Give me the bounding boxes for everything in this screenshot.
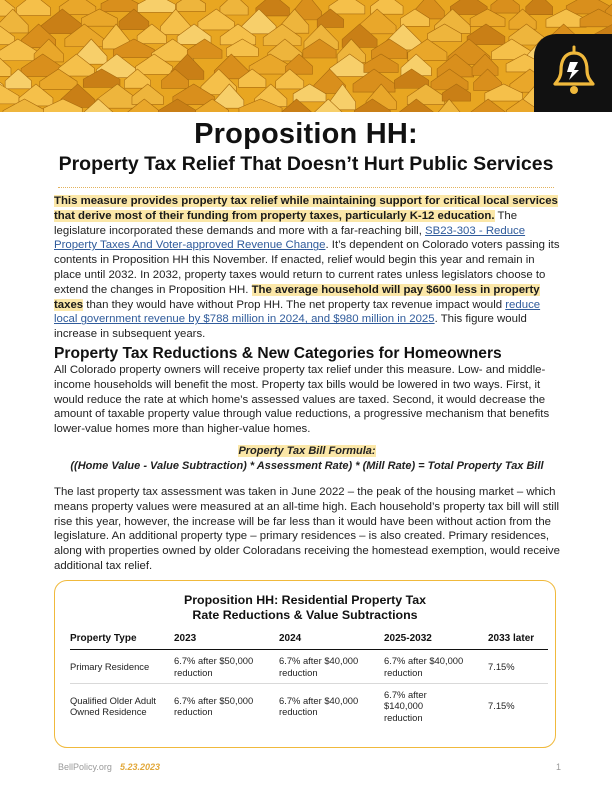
intro-text-3: than they would have without Prop HH. The net property tax revenue impact would [83,298,506,311]
table-cell: 6.7% after $40,000 reduction [279,694,359,717]
page-title: Proposition HH: [194,118,418,150]
table-row [70,650,548,684]
sb23-303-link[interactable]: SB23-303 - Reduce Property Taxes And Voter-approved Revenue Change [54,224,526,252]
intro-text-2: . It’s dependent on Colorado voters passing its contents in Proposition HH this November. If enacted, relief would begin this year and remain in place until 2032. In 2032, property taxes would return to current rates unless legislators choose to extend the changes in Proposition HH. [54,239,560,296]
intro-paragraph [54,194,560,342]
footer-date: 5.23.2023 [120,762,161,772]
footer-site-link[interactable]: BellPolicy.org [58,762,112,772]
formula-label: Property Tax Bill Formula: [238,445,376,457]
table-cell: 6.7% after $140,000 reduction [384,688,427,723]
table-cell: 6.7% after $50,000 reduction [174,694,254,717]
column-header: 2023 [174,630,279,650]
formula-expression: ((Home Value - Value Subtraction) * Assessment Rate) * (Mill Rate) = Total Property Tax Bill [70,460,544,472]
column-header: 2033 later [488,630,548,650]
table-cell: 6.7% after $50,000 reduction [174,650,279,684]
tax-formula [54,444,560,474]
bell-icon [552,44,596,98]
header-banner-image [0,0,612,112]
table-title-line2: Rate Reductions & Value Subtractions [192,608,418,622]
table-cell: 7.15% [488,650,548,684]
table-cell: Qualified Older Adult Owned Residence [70,694,156,717]
page-number: 1 [556,762,562,772]
rates-table-card [54,580,556,748]
table-title [55,593,555,623]
rates-table [70,630,548,728]
rooftop-shape [491,0,519,13]
table-header-row [70,630,548,650]
assessment-paragraph: The last property tax assessment was taken in June 2022 – the peak of the housing market – which means property values were measured at an all-time high. Each household’s property tax bill will still rise this year, however, the increase will be far less than it would have been without action from the legislature. An additional property type – primary residences – is also created. Primary residences, along with properties owned by older Coloradans receiving the homestead exemption, would receive additional tax relief. [54,486,560,572]
column-header: 2024 [279,630,384,650]
reductions-paragraph: All Colorado property owners will receive property tax relief under this measure. Low- and middle-income households will benefit the most. Property tax bills would be lowered in two ways. First, it would reduce the rate at which home’s assessed values are taxed. Second, it would decrease the amount of taxable property value through value reductions, a progressive mechanism that benefits lower-value homes more than higher-value homes. [54,364,550,436]
intro-highlight-1: This measure provides property tax relief while maintaining support for critical local services that derive most of their funding from property taxes, particularly K-12 education. [54,195,558,222]
table-cell: 7.15% [488,700,515,712]
rooftop-shape [526,0,553,15]
title-divider [58,187,554,188]
table-cell: 6.7% after $40,000 reduction [384,650,488,684]
intro-text-1: The legislature incorporated these demands and more with a far-reaching bill, [54,209,518,237]
rooftop-shape [220,0,248,15]
table-title-line1: Proposition HH: Residential Property Tax [183,593,427,607]
table-row [70,684,548,729]
section-heading-reductions: Property Tax Reductions & New Categories for Homeowners [54,345,502,362]
logo-badge [534,34,612,112]
revenue-impact-link[interactable]: reduce local government revenue by $788 million in 2024, and $980 million in 2025 [54,298,541,326]
rooftop-shape [16,0,50,16]
rooftop-shape [137,0,175,12]
rooftops-illustration [0,0,612,112]
intro-highlight-2: The average household will pay $600 less in property taxes [54,283,540,311]
page-subtitle: Property Tax Relief That Doesn’t Hurt Public Services [58,153,554,175]
column-header: 2025-2032 [384,630,488,650]
rooftop-shape [467,24,505,45]
rooftop-shape [176,0,205,11]
table-cell: Primary Residence [70,650,174,684]
intro-text-4: . This figure would increase in subsequent years. [54,313,527,341]
column-header: Property Type [70,630,174,650]
table-cell: 6.7% after $40,000 reduction [279,650,384,684]
